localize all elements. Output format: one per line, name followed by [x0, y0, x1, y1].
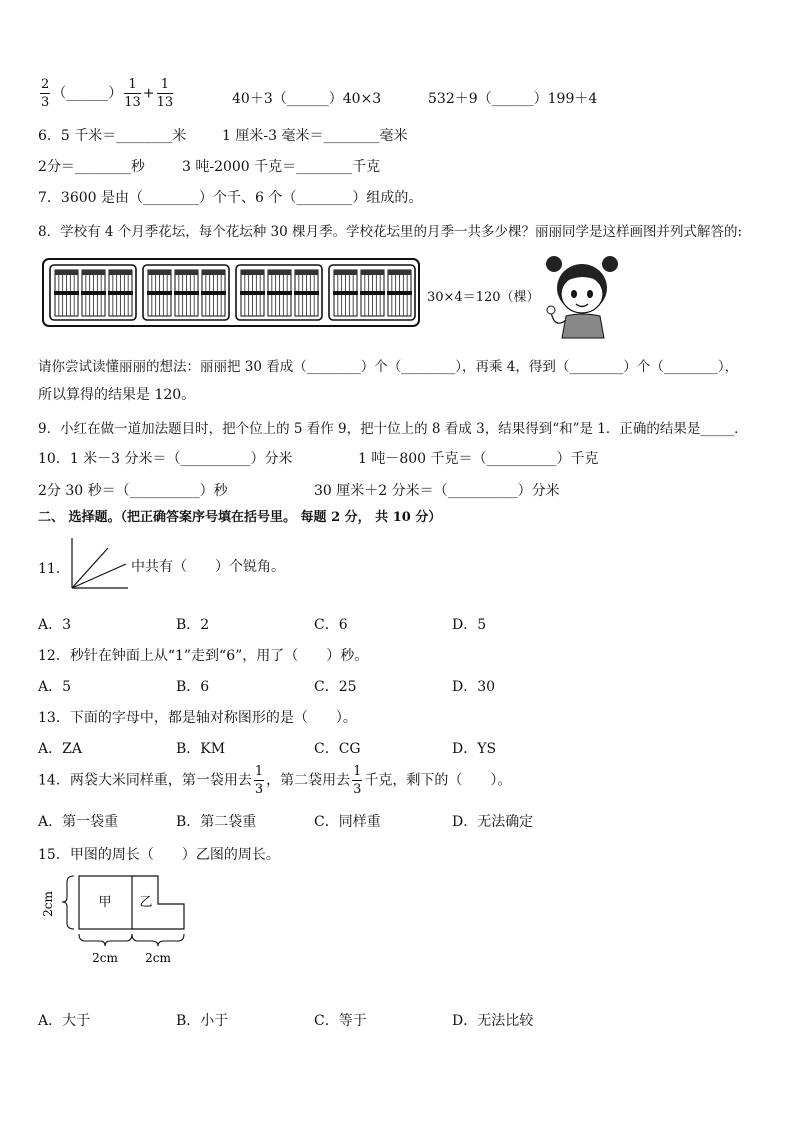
label-jia: 甲	[98, 895, 112, 910]
q14-option-b[interactable]: B．第二袋重	[176, 814, 257, 830]
q13-option-d[interactable]: D．YS	[452, 741, 497, 757]
stick-bundle	[240, 270, 265, 316]
q10-a: 10．1 米－3 分米＝（__________）分米	[38, 451, 293, 467]
q13-option-a[interactable]: A．ZA	[38, 741, 82, 757]
label-yi: 乙	[139, 895, 153, 910]
stick-bundle	[108, 270, 133, 316]
stick-bundle	[174, 270, 199, 316]
q12-text: 12．秒针在钟面上从“1”走到“6”，用了（ ）秒。	[38, 648, 369, 664]
q12-option-b[interactable]: B．6	[176, 679, 210, 695]
q15-option-b[interactable]: B．小于	[176, 1013, 229, 1029]
q11-text: 中共有（ ）个锐角。	[131, 559, 285, 575]
q11-option-b[interactable]: B．2	[176, 617, 210, 633]
stick-bundle	[147, 270, 172, 316]
bundles-figure	[42, 258, 420, 328]
section-heading: 二、 选择题。（把正确答案序号填在括号里。 每题 2 分， 共 10 分）	[38, 510, 442, 525]
q11-option-c[interactable]: C．6	[314, 617, 348, 633]
q14-option-d[interactable]: D．无法确定	[452, 814, 534, 830]
fraction: $\frac{1}{3}$	[254, 764, 264, 797]
q15-text: 15．甲图的周长（ ）乙图的周长。	[38, 847, 280, 863]
stick-bundle	[201, 270, 226, 316]
q14-text: 14．两袋大米同样重，第一袋用去 $\frac{1}{3}$ ，第二袋用去 $\frac{1}{3}$ 千克，剩下的（ ）。	[38, 764, 512, 797]
answer-blank[interactable]: （______）	[52, 85, 123, 102]
stick-bundle	[294, 270, 319, 316]
q8-equation: 30×4＝120（棵）	[427, 290, 540, 305]
q10-b: 1 吨－800 千克＝（__________）千克	[358, 451, 599, 467]
fraction: $\frac{1}{13}$	[156, 77, 174, 110]
stick-bundle	[333, 270, 358, 316]
q7: 7．3600 是由（________）个千、6 个（________）组成的。	[38, 190, 423, 206]
q6-d: 3 吨-2000 千克＝________千克	[182, 159, 381, 175]
q12-option-c[interactable]: C．25	[314, 679, 357, 695]
q8-line1: 请你尝试读懂丽丽的想法：丽丽把 30 看成（________）个（________），再乘 4，得到（________）个（________），	[38, 359, 739, 375]
stick-bundle	[267, 270, 292, 316]
q13-text: 13．下面的字母中，都是轴对称图形的是（ ）。	[38, 710, 357, 726]
q6-a: 6．5 千米＝________米	[38, 128, 187, 144]
stick-bundle	[387, 270, 412, 316]
q10-c: 2分 30 秒＝（__________）秒	[38, 483, 228, 499]
angle-figure	[68, 536, 130, 592]
dim-width-1: 2cm	[92, 951, 118, 965]
stick-bundle	[81, 270, 106, 316]
q14-option-c[interactable]: C．同样重	[314, 814, 381, 830]
dim-width-2: 2cm	[145, 951, 171, 965]
q12-option-d[interactable]: D．30	[452, 679, 496, 695]
q15-option-c[interactable]: C．等于	[314, 1013, 367, 1029]
girl-illustration	[538, 250, 628, 340]
q12-option-a[interactable]: A．5	[38, 679, 72, 695]
stick-bundle	[360, 270, 385, 316]
q6-b: 1 厘米-3 毫米＝________毫米	[222, 128, 408, 144]
q8-line2: 所以算得的结果是 120。	[38, 387, 196, 403]
q10-d: 30 厘米＋2 分米＝（__________）分米	[314, 483, 560, 499]
q8-question: 8．学校有 4 个月季花坛，每个花坛种 30 棵月季。学校花坛里的月季一共多少棵？丽丽同学是这样画图并列式解答的:	[38, 224, 743, 240]
fraction: $\frac{2}{3}$	[41, 77, 50, 110]
q15-option-a[interactable]: A．大于	[38, 1013, 91, 1029]
q6-c: 2分＝________秒	[38, 159, 145, 175]
q11-option-a[interactable]: A．3	[38, 617, 72, 633]
fraction: $\frac{1}{13}$	[124, 77, 141, 110]
compare-item-1: $\frac{2}{3}$ （______） $\frac{1}{13}$ + $\frac{1}{13}$	[41, 77, 174, 110]
q13-option-b[interactable]: B．KM	[176, 741, 226, 757]
fraction: $\frac{1}{3}$	[353, 764, 362, 797]
q11-number: 11．	[38, 561, 70, 577]
q11-option-d[interactable]: D．5	[452, 617, 487, 633]
perimeter-figure	[40, 868, 200, 968]
q15-option-d[interactable]: D．无法比较	[452, 1013, 534, 1029]
compare-item-3: 532＋9（______）199＋4	[428, 91, 598, 107]
stick-bundle	[54, 270, 79, 316]
q9: 9．小红在做一道加法题目时，把个位上的 5 看作 9，把十位上的 8 看成 3，结果得到“和”是 1．正确的结果是_____．	[38, 421, 748, 437]
dim-height: 2cm	[41, 891, 55, 917]
q13-option-c[interactable]: C．CG	[314, 741, 361, 757]
q14-option-a[interactable]: A．第一袋重	[38, 814, 119, 830]
compare-item-2: 40＋3（______）40×3	[232, 91, 382, 107]
